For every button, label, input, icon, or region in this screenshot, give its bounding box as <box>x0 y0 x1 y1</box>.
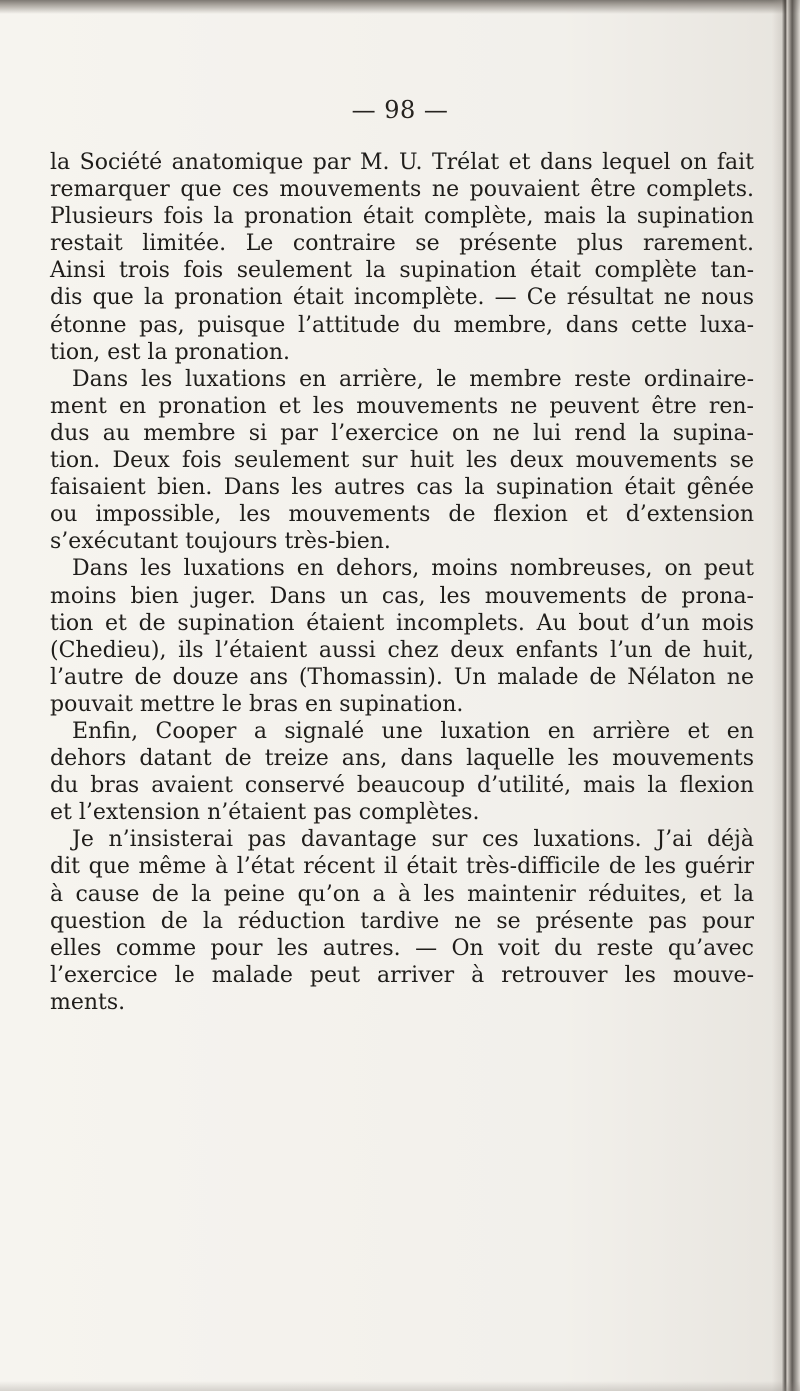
body-text <box>50 149 754 1016</box>
text-line: l’exercice le malade peut arriver à retrouver les mouve- <box>50 962 754 988</box>
text-line: ment en pronation et les mouvements ne peuvent être ren- <box>50 393 754 419</box>
text-line: ments. <box>50 989 126 1015</box>
text-line: dit que même à l’état récent il était très-difficile de les guérir <box>50 854 754 880</box>
text-line: Ainsi trois fois seulement la supination était complète tan- <box>50 258 754 284</box>
text-line: question de la réduction tardive ne se présente pas pour <box>50 908 754 934</box>
text-line: restait limitée. Le contraire se présente plus rarement. <box>50 231 754 257</box>
paragraph-start-line: Dans les luxations en arrière, le membre reste ordinaire- <box>72 366 754 392</box>
book-binding-edge <box>772 0 800 1391</box>
text-line: s’exécutant toujours très-bien. <box>50 529 391 555</box>
text-line: tion. Deux fois seulement sur huit les deux mouvements se <box>50 448 754 474</box>
top-page-shadow <box>0 0 800 14</box>
text-line: tion, est la pronation. <box>50 339 290 365</box>
paragraph-start-line: Je n’insisterai pas davantage sur ces luxations. J’ai déjà <box>72 827 754 853</box>
text-line: l’autre de douze ans (Thomassin). Un malade de Nélaton ne <box>50 664 754 690</box>
text-line: la Société anatomique par M. U. Trélat et dans lequel on fait <box>50 150 754 175</box>
text-line: Plusieurs fois la pronation était complète, mais la supination <box>50 204 754 230</box>
text-line: moins bien juger. Dans un cas, les mouvements de prona- <box>50 583 754 609</box>
text-line: elles comme pour les autres. — On voit du reste qu’avec <box>50 935 754 961</box>
text-line: faisaient bien. Dans les autres cas la supination était gênée <box>50 475 754 501</box>
text-line: à cause de la peine qu’on a à les maintenir réduites, et la <box>50 881 754 907</box>
text-line: dehors datant de treize ans, dans laquelle les mouvements <box>50 746 754 772</box>
text-line: étonne pas, puisque l’attitude du membre, dans cette luxa- <box>50 312 754 338</box>
text-line: pouvait mettre le bras en supination. <box>50 691 464 717</box>
text-line: ou impossible, les mouvements de flexion et d’extension <box>50 502 754 528</box>
text-line: remarquer que ces mouvements ne pouvaient être complets. <box>50 177 754 203</box>
page-number: — 98 — <box>351 96 449 124</box>
text-line: dus au membre si par l’exercice on ne lui rend la supina- <box>50 420 754 446</box>
text-line: dis que la pronation était incomplète. — Ce résultat ne nous <box>50 285 754 311</box>
text-line: (Chedieu), ils l’étaient aussi chez deux enfants l’un de huit, <box>50 637 754 663</box>
paragraph-start-line: Dans les luxations en dehors, moins nombreuses, on peut <box>72 556 754 582</box>
text-line: du bras avaient conservé beaucoup d’utilité, mais la flexion <box>50 773 754 799</box>
paragraph-start-line: Enfin, Cooper a signalé une luxation en arrière et en <box>72 718 754 744</box>
bottom-page-shadow <box>0 1381 800 1391</box>
text-line: et l’extension n’étaient pas complètes. <box>50 800 480 826</box>
text-line: tion et de supination étaient incomplets. Au bout d’un mois <box>50 610 754 636</box>
